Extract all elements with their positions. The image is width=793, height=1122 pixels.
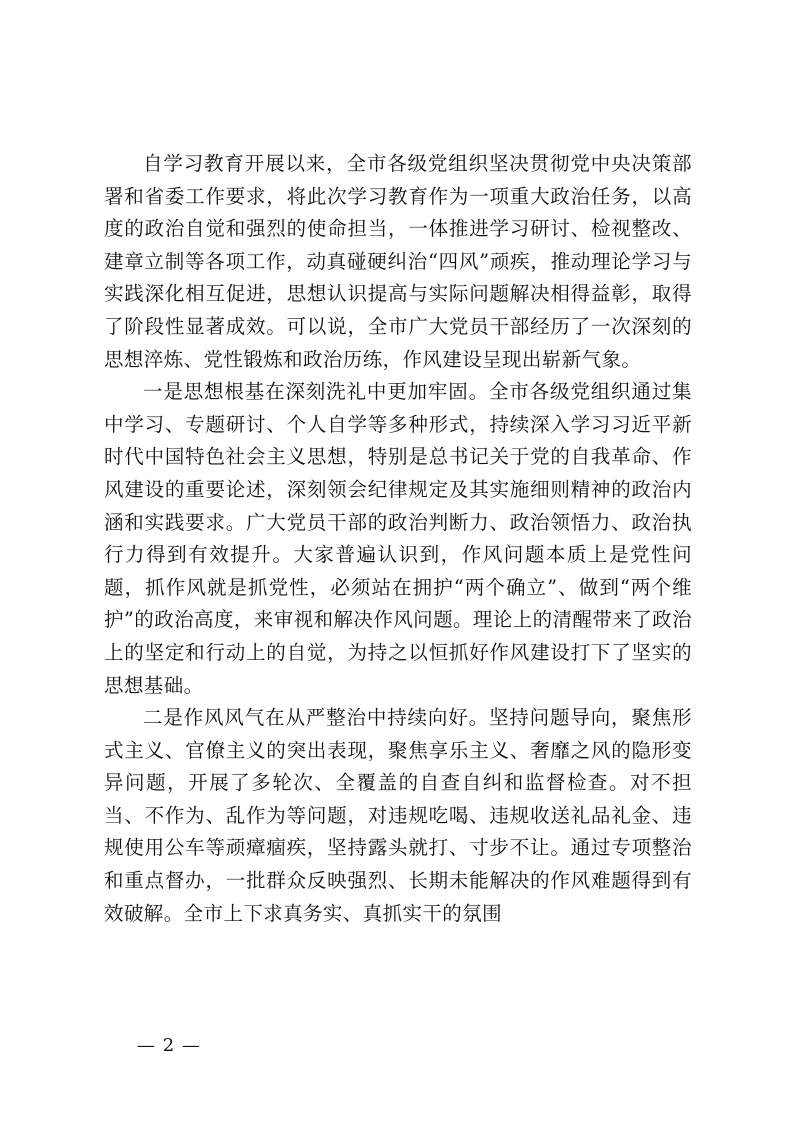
paragraph-intro: 自学习教育开展以来，全市各级党组织坚决贯彻党中央决策部署和省委工作要求，将此次学习教育作为一项重大政治任务，以高度的政治自觉和强烈的使命担当，一体推进学习研讨、检视整改、建章立制等各项工作，动真碰硬纠治“四风”顽疾，推动理论学习与实践深化相互促进，思想认识提高与实际问题解决相得益彰，取得了阶段性显著成效。可以说，全市广大党员干部经历了一次深刻的思想淬炼、党性锻炼和政治历练，作风建设呈现出崭新气象。: [104, 152, 692, 371]
paragraph-point-two: 二是作风风气在从严整治中持续向好。坚持问题导向，聚焦形式主义、官僚主义的突出表现，聚焦享乐主义、奢靡之风的隐形变异问题，开展了多轮次、全覆盖的自查自纠和监督检查。对不担当、不作为、乱作为等问题，对违规吃喝、违规收送礼品礼金、违规使用公车等顽瘴痼疾，坚持露头就打、寸步不让。通过专项整治和重点督办，一批群众反映强烈、长期未能解决的作风难题得到有效破解。全市上下求真务实、真抓实干的氛围: [104, 706, 692, 925]
body-text: [104, 148, 692, 930]
page-number: — 2 —: [137, 1035, 201, 1056]
paragraph-point-one: 一是思想根基在深刻洗礼中更加牢固。全市各级党组织通过集中学习、专题研讨、个人自学等多种形式，持续深入学习习近平新时代中国特色社会主义思想，特别是总书记关于党的自我革命、作风建设的重要论述，深刻领会纪律规定及其实施细则精神的政治内涵和实践要求。广大党员干部的政治判断力、政治领悟力、政治执行力得到有效提升。大家普遍认识到，作风问题本质上是党性问题，抓作风就是抓党性，必须站在拥护“两个确立”、做到“两个维护”的政治高度，来审视和解决作风问题。理论上的清醒带来了政治上的坚定和行动上的自觉，为持之以恒抓好作风建设打下了坚实的思想基础。: [104, 380, 692, 697]
